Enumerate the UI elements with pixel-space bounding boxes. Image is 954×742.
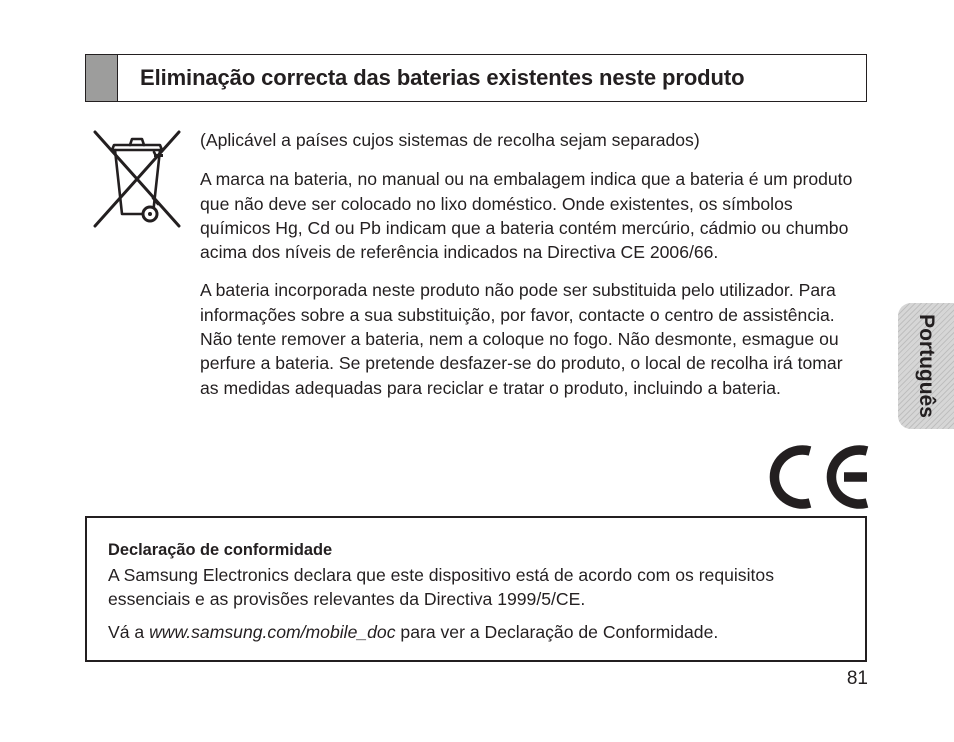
battery-replacement-paragraph: A bateria incorporada neste produto não pode ser substituida pelo utilizador. Para informações sobre a sua substituição, por favor, contacte o centro de assistência. Não tente remover a bateria, nem a coloque no fogo. Não desmonte, esmague ou perfure a bateria. Se pretende desfazer-se do produto, o local de recolha irá tomar as medidas adequadas para reciclar e tratar o produto, incluindo a bateria. bbox=[200, 280, 843, 398]
declaration-heading: Declaração de conformidade bbox=[108, 541, 333, 559]
section-title-bar bbox=[85, 54, 867, 102]
declaration-link-suffix: para ver a Declaração de Conformidade. bbox=[395, 622, 719, 642]
language-tab-label: Português bbox=[915, 314, 938, 418]
section-title: Eliminação correcta das baterias existentes neste produto bbox=[140, 65, 745, 90]
declaration-box bbox=[85, 516, 867, 662]
page-number: 81 bbox=[846, 668, 868, 689]
crossed-out-wheelie-bin-icon bbox=[90, 128, 184, 230]
ce-mark-icon bbox=[768, 442, 872, 512]
declaration-text: A Samsung Electronics declara que este dispositivo está de acordo com os requisitos essenciais e as provisões relevantes da Directiva 1999/5/CE. bbox=[108, 565, 774, 609]
title-color-block bbox=[86, 55, 118, 101]
body-content bbox=[200, 128, 855, 414]
declaration-link-url[interactable]: www.samsung.com/mobile_doc bbox=[149, 622, 396, 642]
language-tab bbox=[898, 303, 954, 429]
declaration-link-prefix: Vá a bbox=[108, 622, 150, 642]
declaration-link-line bbox=[108, 620, 844, 644]
applicability-note: (Aplicável a países cujos sistemas de recolha sejam separados) bbox=[200, 130, 700, 150]
battery-marking-paragraph: A marca na bateria, no manual ou na embalagem indica que a bateria é um produto que não deve ser colocado no lixo doméstico. Onde existentes, os símbolos químicos Hg, Cd ou Pb indicam que a bateria contém mercúrio, cádmio ou chumbo acima dos níveis de referência indicados na Directiva CE 2006/66. bbox=[200, 169, 853, 263]
